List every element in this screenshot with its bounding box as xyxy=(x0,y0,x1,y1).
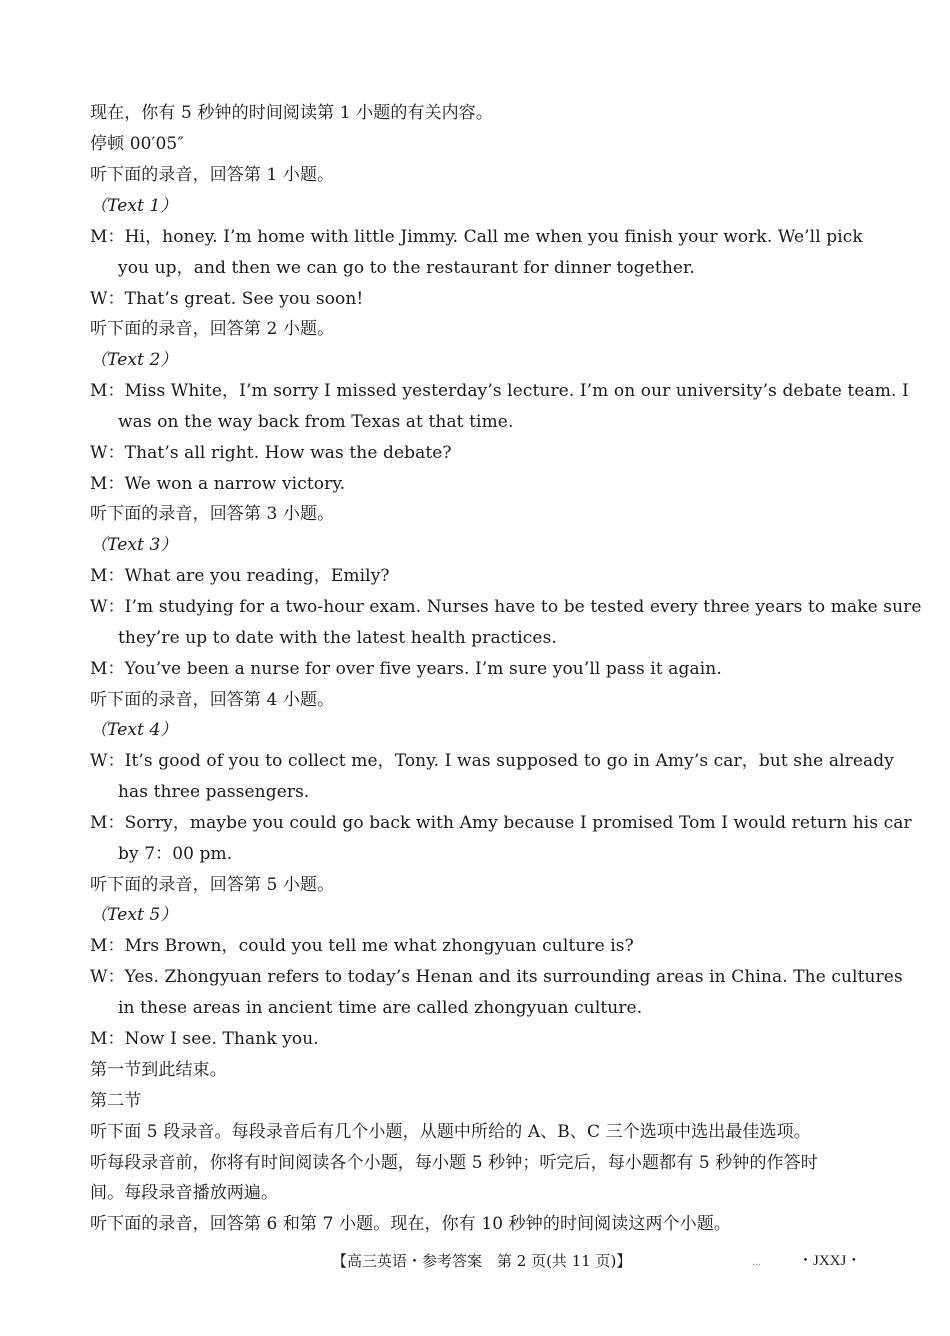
text-line: 听下面的录音，回答第 2 小题。 xyxy=(90,319,335,339)
dialogue-line: by 7：00 pm. xyxy=(118,844,233,864)
text-line: 间。每段录音播放两遍。 xyxy=(90,1183,279,1203)
text-label: （Text 1） xyxy=(90,196,178,216)
dialogue-line: you up，and then we can go to the restaurant for dinner together. xyxy=(118,258,695,278)
dialogue-line: in these areas in ancient time are called zhongyuan culture. xyxy=(118,998,643,1018)
dialogue-line: M：We won a narrow victory. xyxy=(90,474,346,494)
text-line: 听下面 5 段录音。每段录音后有几个小题，从题中所给的 A、B、C 三个选项中选出最佳选项。 xyxy=(90,1122,811,1142)
dialogue-line: W：That’s great. See you soon! xyxy=(90,289,364,309)
footer-code: ・JXXJ・ xyxy=(798,1253,862,1269)
page-footer xyxy=(0,1250,950,1272)
dialogue-line: M：Hi，honey. I’m home with little Jimmy. Call me when you finish your work. We’ll pick xyxy=(90,227,863,247)
dialogue-line: W：I’m studying for a two-hour exam. Nurses have to be tested every three years to make sure xyxy=(90,597,922,617)
dialogue-line: W：Yes. Zhongyuan refers to today’s Henan and its surrounding areas in China. The cultures xyxy=(90,967,903,987)
dialogue-line: M：Now I see. Thank you. xyxy=(90,1029,319,1049)
text-line: 听每段录音前，你将有时间阅读各个小题，每小题 5 秒钟；听完后，每小题都有 5 秒钟的作答时 xyxy=(90,1153,818,1173)
dialogue-line: M：What are you reading，Emily? xyxy=(90,566,390,586)
dialogue-line: M：You’ve been a nurse for over five years. I’m sure you’ll pass it again. xyxy=(90,659,722,679)
section-heading: 第二节 xyxy=(90,1091,142,1111)
dialogue-line: M：Sorry，maybe you could go back with Amy because I promised Tom I would return his car xyxy=(90,813,912,833)
text-line: 停顿 00′05″ xyxy=(90,134,184,154)
dialogue-line: has three passengers. xyxy=(118,782,310,802)
dialogue-line: M：Mrs Brown，could you tell me what zhongyuan culture is? xyxy=(90,936,634,956)
text-label: （Text 5） xyxy=(90,905,178,925)
text-label: （Text 4） xyxy=(90,720,178,740)
text-line: 第一节到此结束。 xyxy=(90,1060,227,1080)
dialogue-line: was on the way back from Texas at that time. xyxy=(118,412,514,432)
text-label: （Text 2） xyxy=(90,350,178,370)
text-line: 听下面的录音，回答第 3 小题。 xyxy=(90,504,335,524)
text-line: 听下面的录音，回答第 6 和第 7 小题。现在，你有 10 秒钟的时间阅读这两个小题。 xyxy=(90,1214,731,1234)
dialogue-line: W：It’s good of you to collect me，Tony. I was supposed to go in Amy’s car，but she already xyxy=(90,751,894,771)
footer-mark: … xyxy=(752,1258,761,1268)
text-line: 听下面的录音，回答第 4 小题。 xyxy=(90,690,335,710)
dialogue-line: they’re up to date with the latest health practices. xyxy=(118,628,557,648)
text-label: （Text 3） xyxy=(90,535,178,555)
text-line: 听下面的录音，回答第 5 小题。 xyxy=(90,875,335,895)
text-line: 现在，你有 5 秒钟的时间阅读第 1 小题的有关内容。 xyxy=(90,103,493,123)
footer-page-info: 【高三英语・参考答案 第 2 页(共 11 页)】 xyxy=(332,1252,632,1270)
dialogue-line: W：That’s all right. How was the debate? xyxy=(90,443,452,463)
dialogue-line: M：Miss White，I’m sorry I missed yesterday’s lecture. I’m on our university’s debate team. I xyxy=(90,381,909,401)
text-line: 听下面的录音，回答第 1 小题。 xyxy=(90,165,335,185)
